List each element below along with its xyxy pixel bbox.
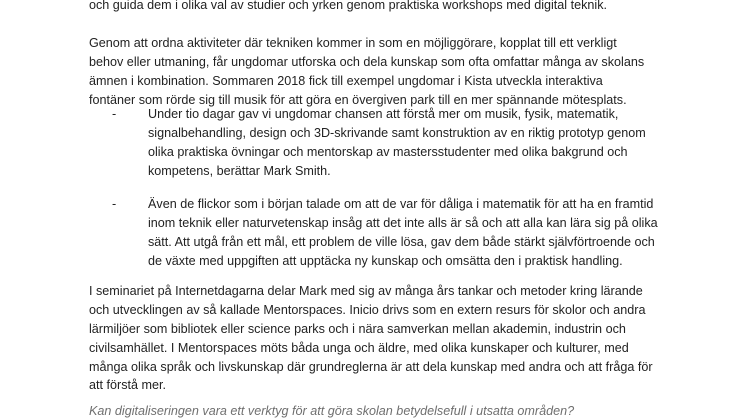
bullet-line: Under tio dagar gav vi ungdomar chansen att förstå mer om musik, fysik, matematik,: [148, 107, 619, 121]
bullet-marker: -: [112, 197, 117, 211]
paragraph-line: många olika språk och livskunskap där grundreglerna är att dela kunskap med andra och att fråga för: [89, 360, 653, 374]
paragraph-line: och guida dem i olika val av studier och yrken genom praktiska workshops med digital teknik.: [89, 0, 607, 12]
paragraph-line: civilsamhället. I Mentorspaces möts båda unga och äldre, med olika kunskaper och kulturer, med: [89, 341, 629, 355]
paragraph-line: I seminariet på Internetdagarna delar Mark med sig av många års tankar och metoder kring lärande: [89, 284, 643, 298]
bullet-line: de växte med uppgiften att upptäcka ny kunskap och omsätta den i praktisk handling.: [148, 254, 623, 268]
bullet-line: Även de flickor som i början talade om att de var för dåliga i matematik för att ha en framtid: [148, 197, 654, 211]
paragraph-line: ämnen i kombination. Sommaren 2018 fick till exempel ungdomar i Kista utveckla interaktiva: [89, 74, 603, 88]
bullet-line: olika praktiska övningar och mentorskap av mastersstudenter med olika bakgrund och: [148, 145, 628, 159]
paragraph-line: fontäner som rörde sig till musik för att göra en övergiven park till en mer spännande mötesplats.: [89, 93, 627, 107]
bullet-line: signalbehandling, design och 3D-skrivande samt konstruktion av en riktig prototyp genom: [148, 126, 646, 140]
paragraph-line: behov eller utmaning, får ungdomar utforska och dela kunskap som ofta omfattar många av skolans: [89, 55, 645, 69]
paragraph-line: lärmiljöer som bibliotek eller science parks och i nära samverkan mellan akademin, industrin och: [89, 322, 626, 336]
paragraph-line: Genom att ordna aktiviteter där tekniken kommer in som en möjliggörare, kopplat till ett verkligt: [89, 36, 617, 50]
paragraph-line: att förstå mer.: [89, 378, 166, 392]
bullet-marker: -: [112, 107, 117, 121]
bullet-line: kompetens, berättar Mark Smith.: [148, 164, 331, 178]
bullet-line: inom teknik eller naturvetenskap insåg att det inte alls är så och att alla kan lära sig på olika: [148, 216, 658, 230]
paragraph-line: och utvecklingen av så kallade Mentorspaces. Inicio drivs som en extern resurs för skolor och andra: [89, 303, 646, 317]
bullet-line: sätt. Att utgå från ett mål, ett problem de ville lösa, gav dem både stärkt självförtroende och: [148, 235, 655, 249]
section-subheading: Kan digitaliseringen vara ett verktyg för att göra skolan betydelsefull i utsatta områden?: [89, 404, 575, 418]
